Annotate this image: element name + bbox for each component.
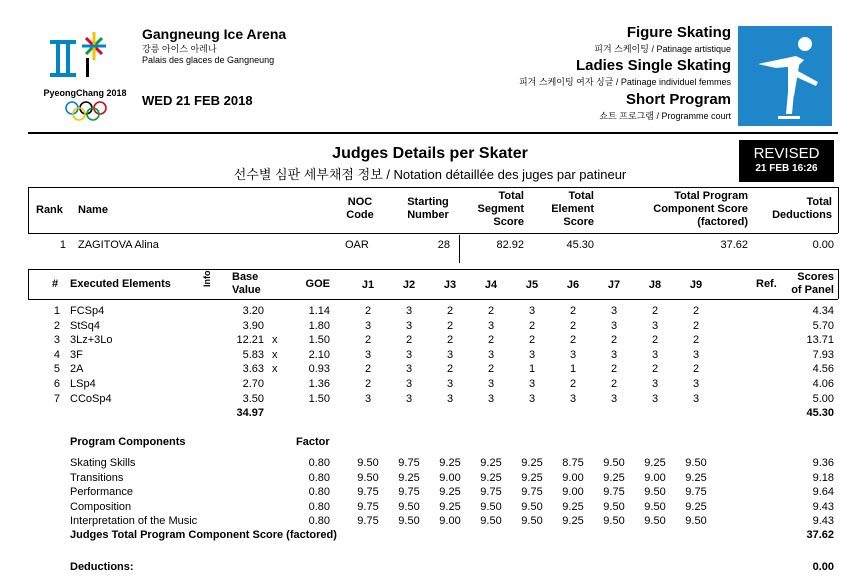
component-judge-score: 9.25 xyxy=(480,457,502,469)
component-judge-score: 9.25 xyxy=(521,457,543,469)
element-goe: 0.93 xyxy=(308,363,330,376)
el-col-elements: Executed Elements xyxy=(70,278,171,290)
base-total: 34.97 xyxy=(236,407,264,419)
col-deductions-line2: Deductions xyxy=(772,209,832,221)
judge-score: 2 xyxy=(651,363,659,376)
element-panel-score: 13.71 xyxy=(806,334,834,347)
judge-score: 3 xyxy=(528,305,536,317)
judge-score: 2 xyxy=(651,305,659,317)
judge-score: 3 xyxy=(610,392,618,405)
components-total-label: Judges Total Program Component Score (factored) xyxy=(70,529,337,541)
skater-start: 28 xyxy=(437,239,450,251)
judge-score: 3 xyxy=(405,348,413,361)
component-panel-score: 9.43 xyxy=(812,500,834,513)
judge-score: 2 xyxy=(569,319,577,332)
el-col-info: Info xyxy=(202,270,212,287)
col-tss-line1: Total xyxy=(498,190,524,202)
element-goe: 2.10 xyxy=(308,348,330,361)
judge-header-9: J9 xyxy=(689,279,703,291)
el-col-panel-line1: Scores xyxy=(797,271,834,283)
component-judge-score: 9.25 xyxy=(562,500,584,513)
elements-header-rule xyxy=(28,299,838,300)
element-base: 12.21 xyxy=(236,334,264,347)
elements-right-border xyxy=(838,269,839,299)
col-pcs-line3: (factored) xyxy=(697,216,748,228)
judge-score: 3 xyxy=(528,378,536,390)
judge-score: 2 xyxy=(651,334,659,347)
component-judge-score: 9.50 xyxy=(644,500,666,513)
col-tss xyxy=(462,190,524,229)
element-goe: 1.80 xyxy=(308,319,330,332)
component-judge-score: 9.75 xyxy=(357,515,379,528)
judge-score: 3 xyxy=(528,348,536,361)
element-name: 3Lz+3Lo xyxy=(70,334,113,347)
judge-score: 3 xyxy=(487,348,495,361)
phase-title: Short Program xyxy=(625,91,731,108)
element-base: 2.70 xyxy=(242,378,264,390)
component-judge-score: 9.50 xyxy=(521,500,543,513)
judge-score: 2 xyxy=(487,334,495,347)
col-noc-line1: NOC xyxy=(347,196,373,208)
component-judge-score: 9.00 xyxy=(439,515,461,528)
element-bonus-mark: x xyxy=(272,334,278,347)
component-judge-score: 9.50 xyxy=(480,500,502,513)
judge-score: 2 xyxy=(487,305,495,317)
phase-subtitle: 쇼트 프로그램 / Programme court xyxy=(599,111,731,121)
col-noc-line2: Code xyxy=(346,209,374,221)
deductions-value: 0.00 xyxy=(812,561,834,573)
judge-score: 2 xyxy=(364,363,372,376)
venue-title: Gangneung Ice Arena xyxy=(142,26,287,42)
elements-left-border xyxy=(28,269,29,299)
judge-score: 3 xyxy=(487,319,495,332)
element-name: 2A xyxy=(70,363,84,376)
component-panel-score: 9.36 xyxy=(812,457,834,469)
judge-score: 3 xyxy=(405,363,413,376)
judge-header-1: J1 xyxy=(361,279,375,291)
component-factor: 0.80 xyxy=(308,515,330,528)
element-panel-score: 5.00 xyxy=(812,392,834,405)
components-title: Program Components xyxy=(70,436,186,448)
judge-header-2: J2 xyxy=(402,279,416,291)
el-col-panel-line2: of Panel xyxy=(791,284,834,296)
judge-score: 2 xyxy=(692,305,700,317)
judge-score: 2 xyxy=(446,334,454,347)
component-judge-score: 9.75 xyxy=(603,486,625,499)
el-col-base xyxy=(232,271,261,297)
component-panel-score: 9.64 xyxy=(812,486,834,499)
el-col-base-line1: Base xyxy=(232,271,259,283)
component-judge-score: 9.25 xyxy=(439,500,461,513)
judge-score: 2 xyxy=(446,319,454,332)
col-name: Name xyxy=(78,204,108,216)
component-name: Performance xyxy=(70,486,133,499)
component-judge-score: 9.25 xyxy=(439,457,461,469)
judge-score: 3 xyxy=(528,392,536,405)
col-tes-line2: Element xyxy=(551,203,594,215)
col-starting-line1: Starting xyxy=(407,196,449,208)
judge-score: 3 xyxy=(487,378,495,390)
elements-top-rule xyxy=(28,269,838,270)
component-judge-score: 9.75 xyxy=(480,486,502,499)
col-pcs xyxy=(620,190,748,229)
judge-header-4: J4 xyxy=(484,279,498,291)
col-pcs-line2: Component Score xyxy=(653,203,748,215)
component-name: Transitions xyxy=(70,471,124,484)
element-panel-score: 4.34 xyxy=(812,305,834,317)
component-factor: 0.80 xyxy=(308,457,330,469)
judge-score: 2 xyxy=(610,378,618,390)
event-subtitle: 피겨 스케이팅 여자 싱글 / Patinage individuel femmes xyxy=(518,77,731,87)
component-judge-score: 9.50 xyxy=(521,515,543,528)
element-name: LSp4 xyxy=(70,378,96,390)
component-judge-score: 9.00 xyxy=(644,471,666,484)
col-starting xyxy=(400,196,456,222)
sport-title: Figure Skating xyxy=(626,24,731,41)
element-bonus-mark: x xyxy=(272,348,278,361)
col-deductions-line1: Total xyxy=(806,196,832,208)
component-judge-score: 9.75 xyxy=(685,486,707,499)
component-factor: 0.80 xyxy=(308,500,330,513)
component-judge-score: 9.75 xyxy=(398,486,420,499)
games-name: PyeongChang 2018 xyxy=(43,88,127,98)
component-judge-score: 9.50 xyxy=(398,500,420,513)
component-judge-score: 9.25 xyxy=(398,471,420,484)
judge-score: 3 xyxy=(446,392,454,405)
component-judge-score: 9.50 xyxy=(603,500,625,513)
revised-badge xyxy=(739,140,834,182)
judge-score: 3 xyxy=(692,392,700,405)
event-date: WED 21 FEB 2018 xyxy=(142,93,253,108)
skater-tes: 45.30 xyxy=(566,239,594,251)
event-title: Ladies Single Skating xyxy=(575,57,731,74)
element-goe: 1.36 xyxy=(308,378,330,390)
element-panel-score: 4.56 xyxy=(812,363,834,376)
judge-score: 1 xyxy=(528,363,536,376)
element-name: FCSp4 xyxy=(70,305,105,317)
col-noc xyxy=(340,196,380,222)
element-name: CCoSp4 xyxy=(70,392,112,405)
judge-score: 3 xyxy=(610,305,618,317)
component-judge-score: 9.00 xyxy=(562,471,584,484)
judge-score: 3 xyxy=(651,319,659,332)
judge-score: 3 xyxy=(446,348,454,361)
header-divider xyxy=(28,132,838,134)
component-factor: 0.80 xyxy=(308,471,330,484)
judge-score: 1 xyxy=(569,363,577,376)
judge-score: 3 xyxy=(610,319,618,332)
skater-noc: OAR xyxy=(345,239,369,251)
judge-score: 2 xyxy=(692,363,700,376)
summary-left-border xyxy=(28,187,29,233)
element-num: 5 xyxy=(53,363,60,376)
col-starting-line2: Number xyxy=(407,209,449,221)
component-name: Interpretation of the Music xyxy=(70,515,198,528)
summary-row-divider xyxy=(459,235,460,263)
judge-score: 2 xyxy=(692,319,700,332)
judge-score: 2 xyxy=(610,363,618,376)
summary-top-rule xyxy=(28,187,838,188)
judge-header-8: J8 xyxy=(648,279,662,291)
revised-label: REVISED xyxy=(753,145,820,162)
judge-score: 3 xyxy=(405,319,413,332)
judge-score: 2 xyxy=(364,378,372,390)
judge-header-3: J3 xyxy=(443,279,457,291)
component-judge-score: 9.75 xyxy=(398,457,420,469)
judge-score: 2 xyxy=(446,305,454,317)
component-judge-score: 9.50 xyxy=(685,515,707,528)
component-judge-score: 9.25 xyxy=(685,471,707,484)
judge-score: 3 xyxy=(610,348,618,361)
skater-rank: 1 xyxy=(59,239,66,251)
element-num: 4 xyxy=(53,348,60,361)
component-judge-score: 9.50 xyxy=(603,457,625,469)
component-judge-score: 9.25 xyxy=(521,471,543,484)
judge-score: 2 xyxy=(364,305,372,317)
element-num: 1 xyxy=(53,305,60,317)
component-judge-score: 9.25 xyxy=(562,515,584,528)
element-goe: 1.14 xyxy=(308,305,330,317)
component-judge-score: 9.25 xyxy=(603,471,625,484)
judge-score: 3 xyxy=(446,378,454,390)
judge-score: 2 xyxy=(569,334,577,347)
col-pcs-line1: Total Program xyxy=(674,190,748,202)
panel-total: 45.30 xyxy=(806,407,834,419)
component-judge-score: 9.75 xyxy=(357,486,379,499)
element-num: 6 xyxy=(53,378,60,390)
judge-score: 2 xyxy=(569,378,577,390)
judge-score: 3 xyxy=(569,392,577,405)
deductions-label: Deductions: xyxy=(70,561,134,573)
figure-skating-pictogram xyxy=(738,26,832,126)
element-base: 5.83 xyxy=(242,348,264,361)
judge-score: 3 xyxy=(405,378,413,390)
el-col-panel xyxy=(782,271,834,297)
skater-name: ZAGITOVA Alina xyxy=(78,239,159,251)
revised-date: 21 FEB 16:26 xyxy=(755,163,818,174)
judge-score: 2 xyxy=(487,363,495,376)
judge-score: 3 xyxy=(651,378,659,390)
judge-score: 3 xyxy=(364,319,372,332)
judge-score: 2 xyxy=(692,334,700,347)
component-judge-score: 9.50 xyxy=(644,515,666,528)
component-judge-score: 9.25 xyxy=(644,457,666,469)
judge-score: 2 xyxy=(405,334,413,347)
col-tss-line2: Segment xyxy=(477,203,524,215)
judge-score: 3 xyxy=(692,378,700,390)
element-panel-score: 5.70 xyxy=(812,319,834,332)
component-judge-score: 9.50 xyxy=(357,471,379,484)
col-tes-line3: Score xyxy=(563,216,594,228)
venue-korean: 강릉 아이스 아레나 xyxy=(142,44,217,54)
report-subtitle: 선수별 심판 세부채점 정보 / Notation détaillée des juges par patineur xyxy=(233,167,627,182)
component-panel-score: 9.18 xyxy=(812,471,834,484)
col-deductions xyxy=(760,196,832,222)
col-tes-line1: Total xyxy=(568,190,594,202)
el-col-base-line2: Value xyxy=(232,284,261,296)
component-judge-score: 9.50 xyxy=(685,457,707,469)
component-name: Skating Skills xyxy=(70,457,136,469)
element-base: 3.20 xyxy=(242,305,264,317)
summary-right-border xyxy=(838,187,839,233)
judge-score: 2 xyxy=(528,334,536,347)
el-col-ref: Ref. xyxy=(756,278,777,290)
component-judge-score: 9.00 xyxy=(439,471,461,484)
component-judge-score: 8.75 xyxy=(562,457,584,469)
col-rank: Rank xyxy=(36,204,63,216)
judge-score: 3 xyxy=(651,392,659,405)
judge-score: 3 xyxy=(651,348,659,361)
pyeongchang-emblem xyxy=(42,28,132,123)
skater-tss: 82.92 xyxy=(496,239,524,251)
element-base: 3.50 xyxy=(242,392,264,405)
element-num: 7 xyxy=(53,392,60,405)
skater-icon xyxy=(738,26,832,126)
component-judge-score: 9.75 xyxy=(357,500,379,513)
judge-score: 3 xyxy=(405,305,413,317)
skater-pcs: 37.62 xyxy=(720,239,748,251)
component-judge-score: 9.50 xyxy=(480,515,502,528)
component-judge-score: 9.25 xyxy=(685,500,707,513)
components-factor-header: Factor xyxy=(296,436,330,448)
component-judge-score: 9.75 xyxy=(521,486,543,499)
judge-score: 2 xyxy=(610,334,618,347)
element-panel-score: 7.93 xyxy=(812,348,834,361)
component-judge-score: 9.50 xyxy=(398,515,420,528)
judge-score: 2 xyxy=(446,363,454,376)
component-judge-score: 9.25 xyxy=(480,471,502,484)
judge-header-5: J5 xyxy=(525,279,539,291)
component-factor: 0.80 xyxy=(308,486,330,499)
component-judge-score: 9.50 xyxy=(357,457,379,469)
judge-score: 2 xyxy=(569,305,577,317)
element-num: 3 xyxy=(53,334,60,347)
summary-bottom-rule xyxy=(28,233,838,234)
col-tes xyxy=(530,190,594,229)
judge-score: 3 xyxy=(487,392,495,405)
element-panel-score: 4.06 xyxy=(812,378,834,390)
venue-french: Palais des glaces de Gangneung xyxy=(142,55,275,65)
el-col-num: # xyxy=(52,278,59,290)
col-tss-line3: Score xyxy=(493,216,524,228)
judge-header-6: J6 xyxy=(566,279,580,291)
element-name: 3F xyxy=(70,348,83,361)
element-goe: 1.50 xyxy=(308,334,330,347)
component-panel-score: 9.43 xyxy=(812,515,834,528)
element-base: 3.90 xyxy=(242,319,264,332)
judge-score: 2 xyxy=(364,334,372,347)
judge-header-7: J7 xyxy=(607,279,621,291)
component-judge-score: 9.50 xyxy=(644,486,666,499)
judge-score: 3 xyxy=(569,348,577,361)
judge-score: 3 xyxy=(405,392,413,405)
element-base: 3.63 xyxy=(242,363,264,376)
element-name: StSq4 xyxy=(70,319,100,332)
judge-score: 3 xyxy=(364,392,372,405)
element-bonus-mark: x xyxy=(272,363,278,376)
components-total-value: 37.62 xyxy=(806,529,834,541)
judge-score: 2 xyxy=(528,319,536,332)
component-name: Composition xyxy=(70,500,132,513)
element-num: 2 xyxy=(53,319,60,332)
sport-subtitle: 피겨 스케이팅 / Patinage artistique xyxy=(594,44,731,54)
emblem-icon xyxy=(42,28,132,123)
el-col-goe: GOE xyxy=(305,278,330,290)
component-judge-score: 9.25 xyxy=(439,486,461,499)
component-judge-score: 9.00 xyxy=(562,486,584,499)
element-goe: 1.50 xyxy=(308,392,330,405)
report-title: Judges Details per Skater xyxy=(332,145,528,162)
judge-score: 3 xyxy=(692,348,700,361)
component-judge-score: 9.50 xyxy=(603,515,625,528)
judge-score: 3 xyxy=(364,348,372,361)
skater-deductions: 0.00 xyxy=(812,239,834,251)
